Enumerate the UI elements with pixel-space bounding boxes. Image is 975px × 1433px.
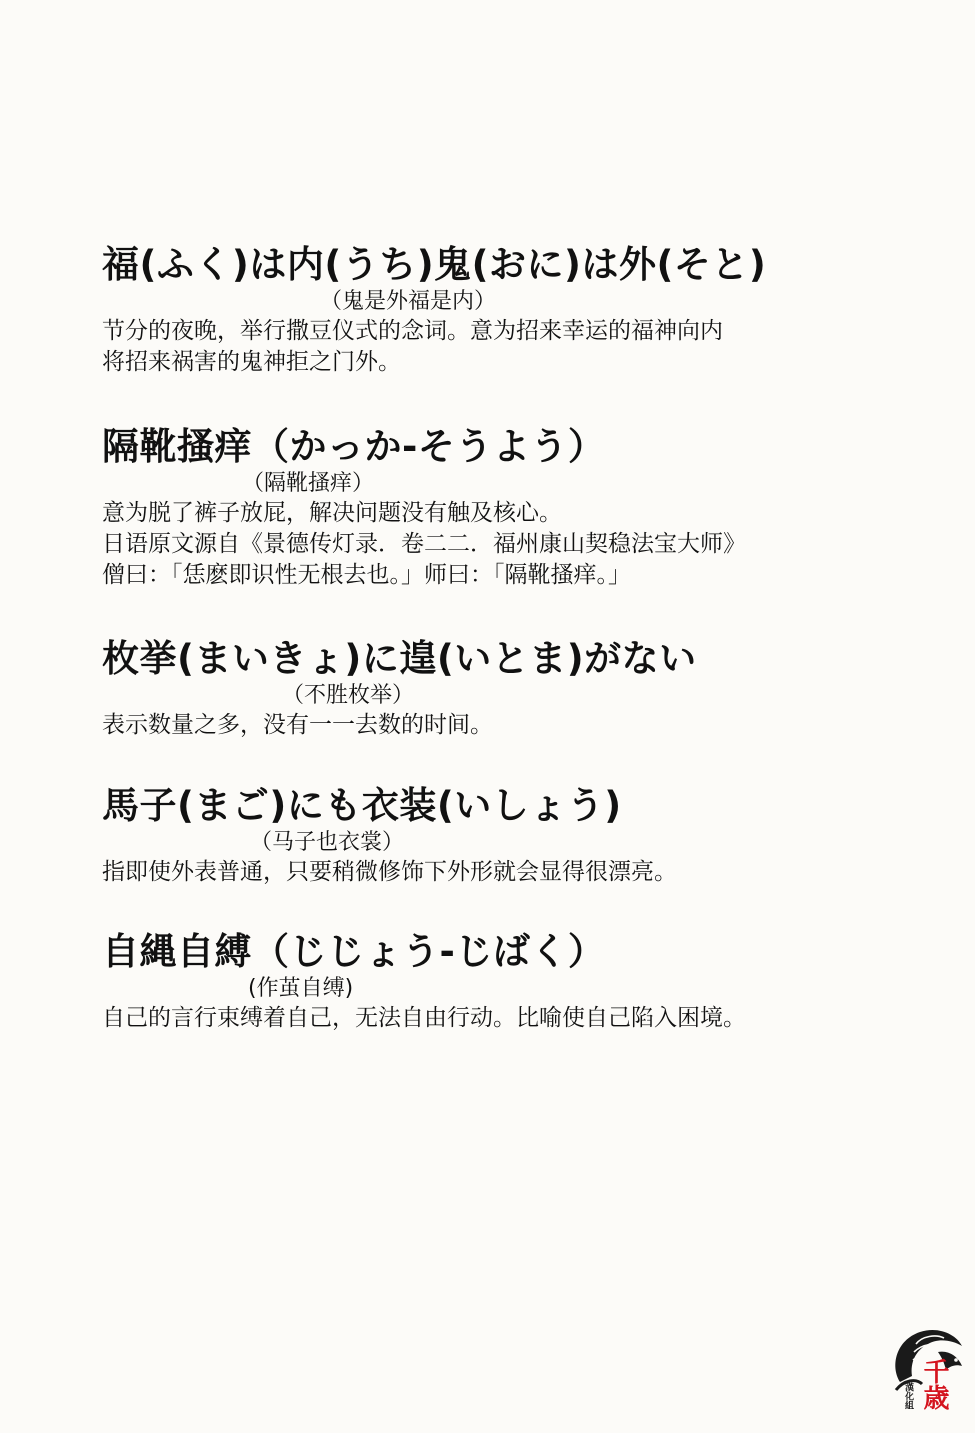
entry-description-line: 意为脱了裤子放屁，解决问题没有触及核心。 <box>102 500 562 526</box>
entry-term: 枚挙(まいきょ)に遑(いとま)がない <box>102 637 697 680</box>
entry-translation: （马子也衣裳） <box>250 830 405 855</box>
entry-description-line: 将招来祸害的鬼神拒之门外。 <box>102 349 401 375</box>
entry-translation: （不胜枚举） <box>282 683 415 708</box>
entry-term: 福(ふく)は内(うち)鬼(おに)は外(そと) <box>102 243 767 286</box>
entry-description-line: 指即使外表普通，只要稍微修饰下外形就会显得很漂亮。 <box>102 859 677 885</box>
entry-kakka-souyou <box>102 424 942 591</box>
entry-translation: （隔靴搔痒） <box>242 471 375 496</box>
entry-description-line: 僧曰：「恁麽即识性无根去也。」师曰：「隔靴搔痒。」 <box>102 562 631 588</box>
entry-description-line: 节分的夜晚，举行撒豆仪式的念词。意为招来幸运的福神向内 <box>102 318 723 344</box>
entry-fuku-wa-uchi <box>102 242 942 378</box>
logo-main-text: 千歳 <box>919 1358 949 1410</box>
entry-jijou-jibaku <box>102 929 942 1034</box>
entry-translation: （鬼是外福是内） <box>320 289 497 314</box>
entry-term: 自縄自縛（じじょう-じばく） <box>102 930 606 973</box>
logo-sub-text: 漢化組 <box>903 1382 913 1410</box>
entry-term: 隔靴搔痒（かっか-そうよう） <box>102 425 606 468</box>
entry-description-line: 日语原文源自《景德传灯录．卷二二．福州康山契稳法宝大师》 <box>102 531 746 557</box>
chitose-group-logo <box>886 1322 968 1426</box>
entry-translation: (作茧自缚) <box>248 976 354 1001</box>
entry-term: 馬子(まご)にも衣装(いしょう) <box>102 784 622 827</box>
entry-description-line: 自己的言行束缚着自己，无法自由行动。比喻使自己陷入困境。 <box>102 1005 746 1031</box>
entry-maikyo-ni-itoma <box>102 636 942 741</box>
entry-mago-nimo-ishou <box>102 783 942 888</box>
entry-description-line: 表示数量之多，没有一一去数的时间。 <box>102 712 493 738</box>
